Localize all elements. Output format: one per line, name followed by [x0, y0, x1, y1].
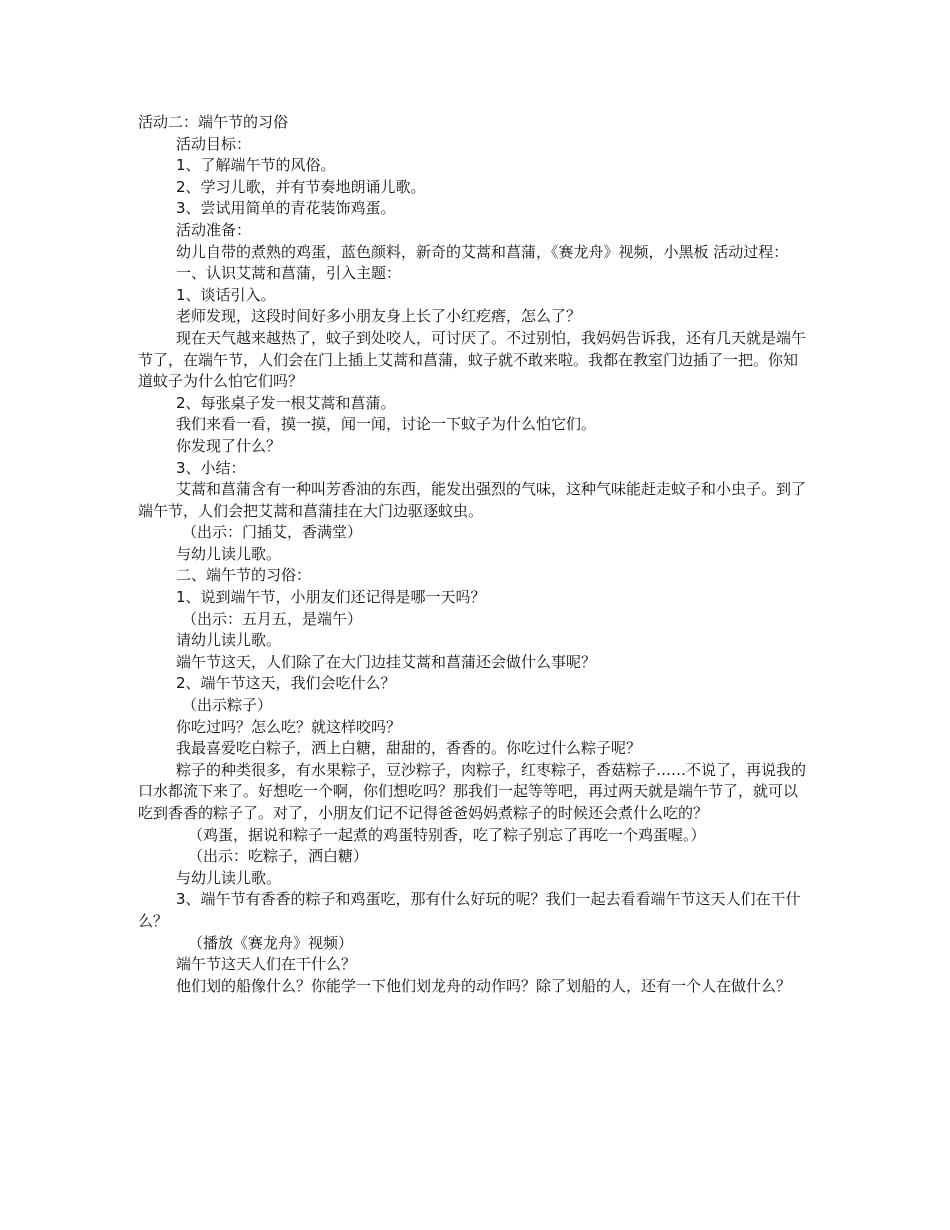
- display-note: （出示：五月五，是端午）: [182, 609, 363, 628]
- body-paragraph: 请幼儿读儿歌。: [176, 631, 282, 650]
- display-note: （出示：吃粽子，洒白糖）: [188, 847, 369, 866]
- display-note: （出示粽子）: [182, 696, 273, 715]
- body-paragraph: 你吃过吗？怎么吃？就这样咬吗？: [176, 717, 402, 736]
- goal-item: 3、尝试用简单的青花装饰鸡蛋。: [176, 199, 396, 218]
- body-paragraph: 艾蒿和菖蒲含有一种叫芳香油的东西，能发出强烈的气味，这种气味能赶走蚊子和小虫子。到了端午节，人们会把艾蒿和菖蒲挂在大门边驱逐蚊虫。: [138, 480, 807, 520]
- step-heading: 1、谈话引入。: [176, 285, 276, 304]
- heading-preparation: 活动准备：: [176, 220, 252, 239]
- body-paragraph: 与幼儿读儿歌。: [176, 544, 282, 563]
- body-paragraph: 粽子的种类很多，有水果粽子，豆沙粽子，肉粽子，红枣粽子，香菇粽子……不说了，再说我的口水都流下来了。好想吃一个啊，你们想吃吗？那我们一起等等吧，再过两天就是端午节了，就可以吃到香香的粽子了。对了，小朋友们记不记得爸爸妈妈煮粽子的时候还会煮什么吃的？: [138, 760, 807, 822]
- step-heading: 2、端午节这天，我们会吃什么？: [176, 674, 396, 693]
- part-two-heading: 二、端午节的习俗：: [176, 566, 312, 585]
- document-page: [138, 112, 810, 997]
- heading-goals: 活动目标：: [176, 134, 252, 153]
- display-note: （鸡蛋，据说和粽子一起煮的鸡蛋特别香，吃了粽子别忘了再吃一个鸡蛋喔。）: [188, 825, 706, 844]
- display-note: （播放《赛龙舟》视频）: [188, 933, 354, 952]
- goal-item: 1、了解端午节的风俗。: [176, 156, 336, 175]
- step-heading: 3、端午节有香香的粽子和鸡蛋吃，那有什么好玩的呢？我们一起去看看端午节这天人们在干什么？: [138, 890, 801, 930]
- step-heading: 3、小结：: [176, 458, 246, 477]
- body-paragraph: 老师发现，这段时间好多小朋友身上长了小红疙瘩，怎么了？: [176, 307, 582, 326]
- step-heading: 1、说到端午节，小朋友们还记得是哪一天吗？: [176, 588, 486, 607]
- body-paragraph: 与幼儿读儿歌。: [176, 868, 282, 887]
- part-one-heading: 一、认识艾蒿和菖蒲，引入主题：: [176, 264, 402, 283]
- body-paragraph: 我最喜爱吃白粽子，洒上白糖，甜甜的，香香的。你吃过什么粽子呢？: [176, 739, 642, 758]
- goal-item: 2、学习儿歌，并有节奏地朗诵儿歌。: [176, 177, 426, 196]
- body-paragraph: 我们来看一看，摸一摸，闻一闻，讨论一下蚊子为什么怕它们。: [176, 415, 597, 434]
- body-paragraph: 现在天气越来越热了，蚊子到处咬人，可讨厌了。不过别怕，我妈妈告诉我，还有几天就是端午节了，在端午节，人们会在门上插上艾蒿和菖蒲，蚊子就不敢来啦。我都在教室门边插了一把。你知道蚊子为什么怕它们吗？: [138, 328, 807, 391]
- section-title: 活动二：端午节的习俗: [138, 113, 289, 131]
- body-paragraph: 你发现了什么？: [176, 436, 282, 455]
- body-paragraph: 端午节这天人们在干什么？: [176, 955, 357, 974]
- step-heading: 2、每张桌子发一根艾蒿和菖蒲。: [176, 393, 396, 412]
- body-paragraph: 端午节这天，人们除了在大门边挂艾蒿和菖蒲还会做什么事呢？: [176, 652, 597, 671]
- display-note: （出示：门插艾，香满堂）: [182, 523, 363, 542]
- preparation-paragraph: 幼儿自带的煮熟的鸡蛋，蓝色颜料，新奇的艾蒿和菖蒲，《赛龙舟》视频，小黑板 活动过程：: [176, 242, 789, 261]
- body-paragraph: 他们划的船像什么？你能学一下他们划龙舟的动作吗？除了划船的人，还有一个人在做什么？: [176, 976, 792, 995]
